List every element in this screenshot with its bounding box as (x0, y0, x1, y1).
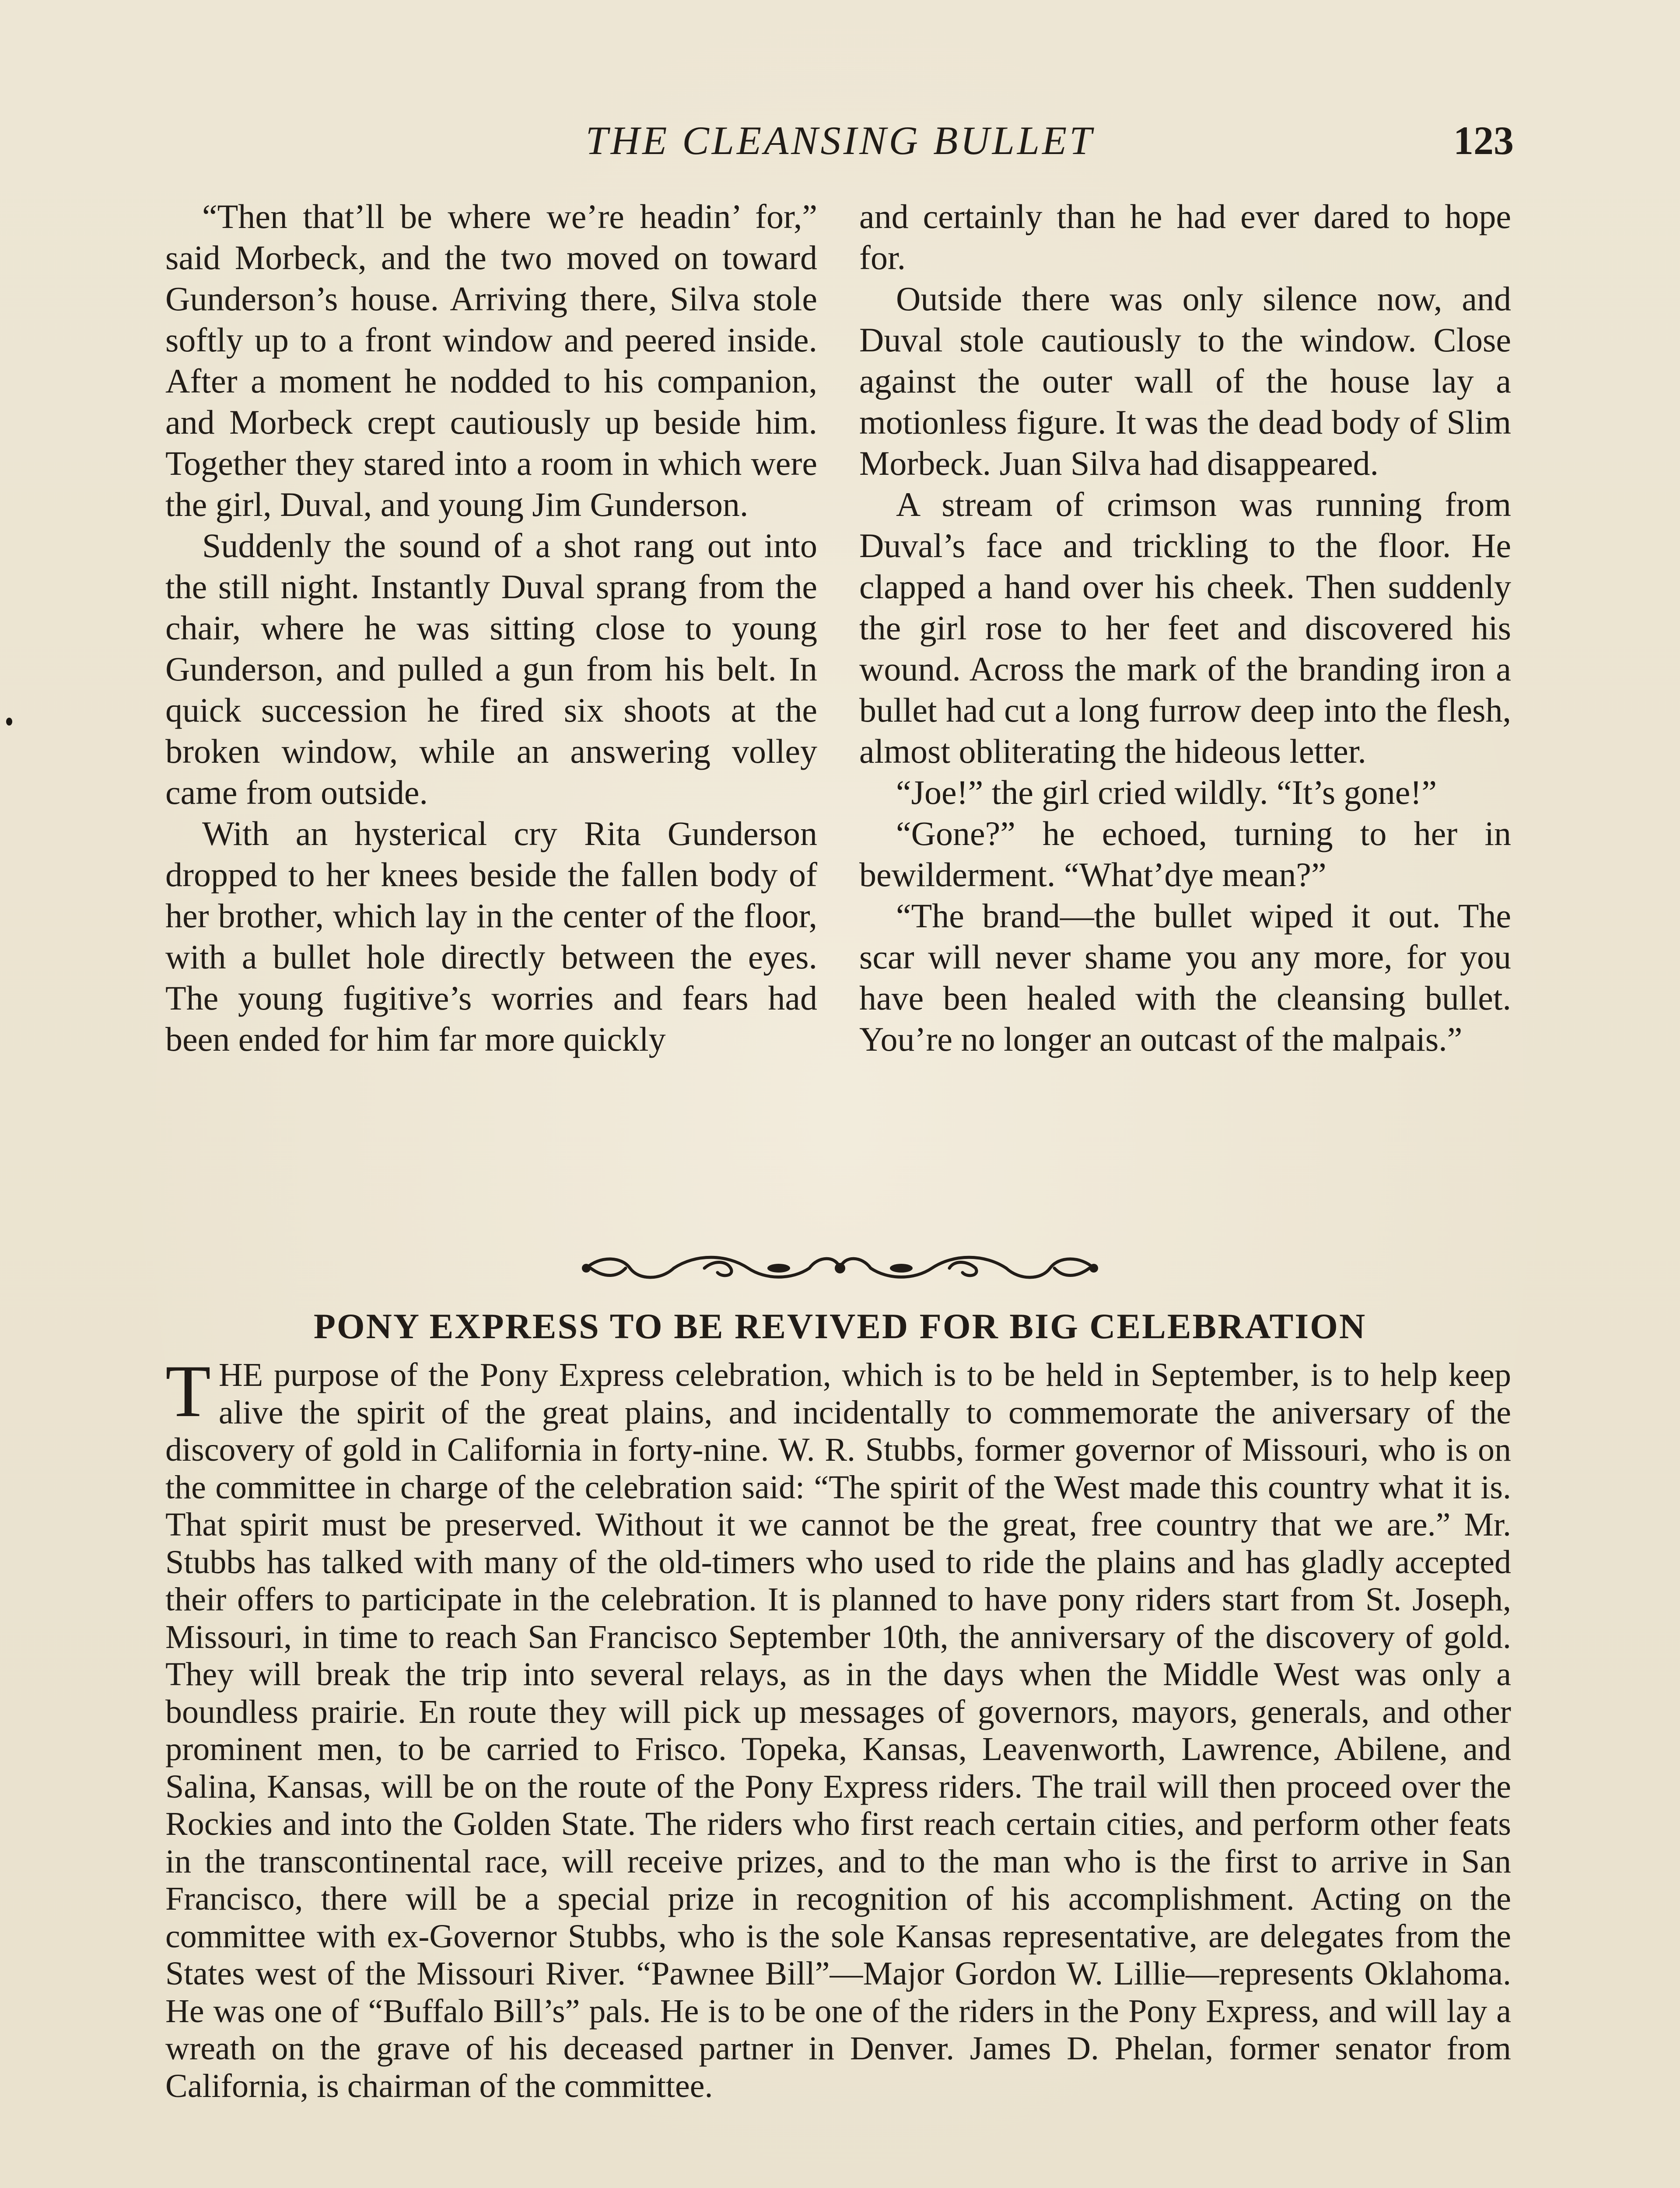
running-title: THE CLEANSING BULLET (585, 118, 1095, 163)
article-body (165, 1350, 1511, 2105)
story-paragraph: A stream of crimson was running from Duval’s face and trickling to the floor. He clapped a hand over his cheek. Then suddenly the girl rose to her feet and discovered his wound. Across the mark of the branding iron a bullet had cut a long furrow deep into the flesh, almost obliterating the hideous letter. (859, 485, 1511, 770)
page-number: 123 (1453, 118, 1514, 163)
article-title: PONY EXPRESS TO BE REVIVED FOR BIG CELEBRATION (313, 1306, 1367, 1346)
story-paragraph: “The brand—the bullet wiped it out. The scar will never shame you any more, for you have been healed with the cleansing bullet. You’re no longer an outcast of the malpais.” (859, 897, 1511, 1058)
story-paragraph: Suddenly the sound of a shot rang out into the still night. Instantly Duval sprang from the chair, where he was sitting close to young Gunderson, and pulled a gun from his belt. In quick succession he fired six shoots at the broken window, while an answering volley came from outside. (165, 526, 817, 811)
left-column (165, 196, 817, 1229)
article-text: HE purpose of the Pony Express celebration, which is to be held in September, is to help keep alive the spirit of the great plains, and incidentally to commemorate the aniversary of the discovery of gold in California in forty-nine. W. R. Stubbs, former governor of Missouri, who is on the committee in charge of the celebration said: “The spirit of the West made this country what it is. That spirit must be preserved. Without it we cannot be the great, free country that we are.” Mr. Stubbs has talked with many of the old-timers who used to ride the plains and has gladly accepted their offers to participate in the celebration. It is planned to have pony riders start from St. Joseph, Missouri, in time to reach San Francisco September 10th, the anniversary of the discovery of gold. They will break the trip into several relays, as in the days when the Middle West was only a boundless prairie. En route they will pick up messages of governors, mayors, generals, and other prominent men, to be carried to Frisco. Topeka, Kansas, Leavenworth, Lawrence, Abilene, and Salina, Kansas, will be on the route of the Pony Express riders. The trail will then proceed over the Rockies and into the Golden State. The riders who first reach certain cities, and perform other feats in the transcontinental race, will receive prizes, and to the man who is the first to arrive in San Francisco, there will be a special prize in recognition of his accomplishment. Acting on the committee with ex-Governor Stubbs, who is the sole Kansas representative, are delegates from the States west of the Missouri River. “Pawnee Bill”—Major Gordon W. Lillie—represents Oklahoma. He was one of “Buffalo Bill’s” pals. He is to be one of the riders in the Pony Express, and will lay a wreath on the grave of his deceased partner in Denver. James D. Phelan, former senator from California, is chairman of the committee. (165, 1357, 1511, 2104)
story-paragraph: Outside there was only silence now, and Duval stole cautiously to the window. Close against the outer wall of the house lay a motionless figure. It was the dead body of Slim Morbeck. Juan Silva had disappeared. (859, 280, 1511, 482)
story-paragraph: With an hysterical cry Rita Gunderson dropped to her knees beside the fallen body of her brother, which lay in the center of the floor, with a bullet hole directly between the eyes. The young fugitive’s worries and fears had been ended for him far more quickly (165, 814, 817, 1058)
scroll-ornament-icon (573, 1247, 1107, 1289)
story-columns (165, 196, 1511, 1229)
story-continuation: and certainly than he had ever dared to hope for. (859, 197, 1511, 277)
story-paragraph: “Joe!” the girl cried wildly. “It’s gone!” (896, 773, 1437, 811)
story-paragraph: “Then that’ll be where we’re headin’ for,” said Morbeck, and the two moved on toward Gunderson’s house. Arriving there, Silva stole softly up to a front window and peered inside. After a moment he nodded to his companion, and Morbeck crept cautiously up beside him. Together they stared into a room in which were the girl, Duval, and young Jim Gunderson. (165, 197, 817, 523)
drop-cap: T (165, 1350, 211, 1432)
article-paragraph (165, 1350, 1511, 2105)
ink-speck (6, 718, 12, 726)
right-column (859, 196, 1511, 1229)
story-paragraph: “Gone?” he echoed, turning to her in bewilderment. “What’dye mean?” (859, 814, 1511, 894)
